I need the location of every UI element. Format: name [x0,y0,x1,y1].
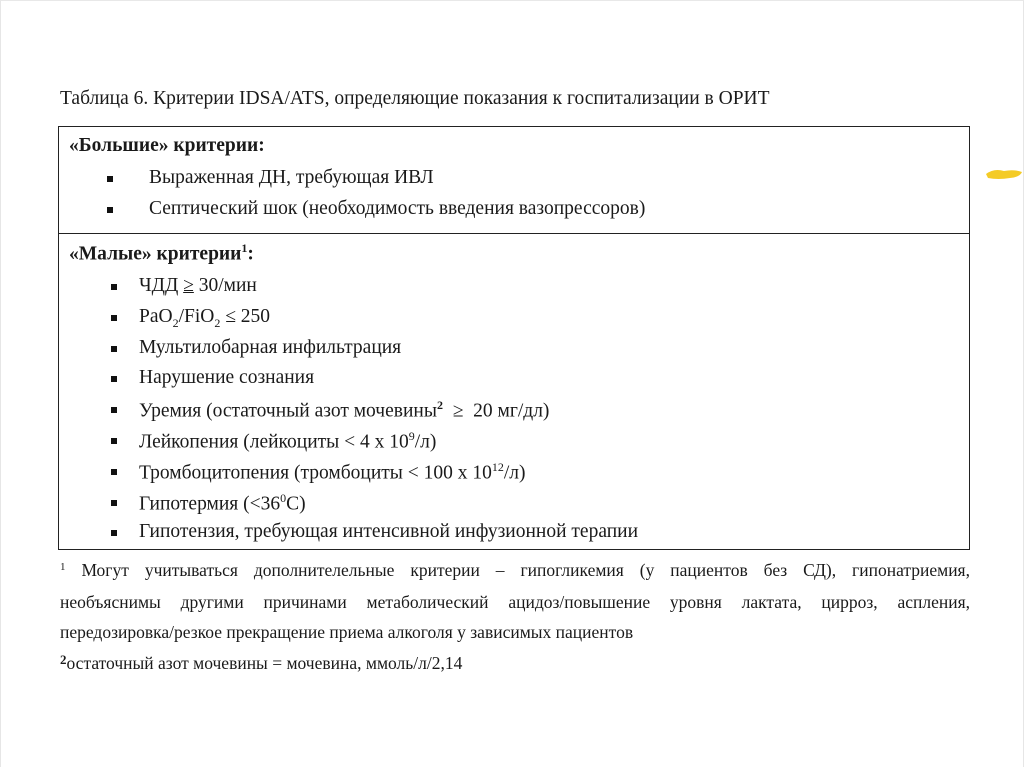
criteria-text-part: Мультилобарная инфильтрация [139,336,402,358]
highlighter-mark-icon [984,166,1024,182]
criteria-text-part: ≥ 20 мг/дл) [442,400,550,422]
criteria-text-part: 12 [491,459,504,474]
criteria-table [58,126,970,550]
square-bullet-icon [111,376,117,382]
table-caption: Таблица 6. Критерии IDSA/ATS, определяющие показания к госпитализации в ОРИТ [60,88,770,109]
minor-criteria-item-text [139,367,314,389]
footnote-1-line-3: передозировка/резкое прекращение приема алкоголя у зависимых пациентов [60,622,634,642]
minor-criteria-item-text [139,460,526,485]
minor-criteria-heading [69,241,254,266]
minor-criteria-item-text [139,337,401,359]
footnote-2-text: остаточный азот мочевины = мочевина, ммоль/л/2,14 [66,653,463,673]
minor-criteria-item-text [139,306,270,331]
minor-criteria-section [59,235,969,549]
criteria-text-part: Тромбоцитопения (тромбоциты < 100 х 10 [139,462,492,484]
criteria-text-part: 9 [408,429,415,443]
square-bullet-icon [111,346,117,352]
criteria-text-part: 0 [280,490,287,505]
minor-criteria-item-text [139,521,638,543]
minor-criteria-item-text [139,275,257,297]
footnote-1-line-2: необъяснимы другими причинами метаболический ацидоз/повышение уровня лактата, цирроз, аспления, [60,592,970,612]
criteria-text-part: Гипотермия (<36 [139,493,281,515]
major-criteria-item-text: Септический шок (необходимость введения вазопрессоров) [149,198,646,219]
criteria-text-part: 2 [172,315,179,330]
footnote-2 [60,652,462,674]
square-bullet-icon [111,284,117,290]
minor-criteria-item-text [139,429,436,454]
major-criteria-item-text: Выраженная ДН, требующая ИВЛ [149,167,434,188]
square-bullet-icon [111,469,117,475]
minor-criteria-footnote-ref: 1 [241,241,248,255]
criteria-text-part: /FiO [178,305,215,327]
criteria-text-part: /л) [414,431,437,453]
square-bullet-icon [107,207,113,213]
square-bullet-icon [111,315,117,321]
criteria-text-part: Уремия (остаточный азот мочевины [139,400,437,422]
major-criteria-heading: «Большие» критерии: [69,135,265,156]
major-criteria-section [59,127,969,234]
square-bullet-icon [111,438,117,444]
footnote-1-text-1: Могут учитываться дополнителельные критерии – гипогликемия (у пациентов без СД), гипонатриемия, [81,560,970,580]
criteria-text-part: PaO [139,305,173,327]
square-bullet-icon [111,530,117,536]
criteria-text-part: 2 [436,398,443,413]
criteria-text-part: ЧДД [139,275,184,296]
criteria-text-part: 30/мин [193,275,257,296]
criteria-text-part: Гипотензия, требующая интенсивной инфузионной терапии [139,521,639,543]
footnote-1-line-1 [60,560,970,581]
square-bullet-icon [111,407,117,413]
footnote-2-number: 2 [60,652,67,667]
criteria-text-part: Лейкопения (лейкоциты < 4 х 10 [139,431,409,453]
criteria-text-part: С) [286,493,306,515]
criteria-text-part: /л) [503,462,526,484]
criteria-text-part: ≤ 250 [220,305,271,327]
minor-criteria-heading-colon: : [247,243,254,265]
criteria-text-part: 2 [214,315,221,330]
square-bullet-icon [111,500,117,506]
minor-criteria-item-text [139,398,549,423]
minor-criteria-heading-text: «Малые» критерии [69,243,242,265]
criteria-text-part: ≥ [183,275,194,296]
footnote-1-number: 1 [60,561,66,573]
criteria-text-part: Нарушение сознания [139,367,315,389]
minor-criteria-item-text [139,491,306,516]
square-bullet-icon [107,176,113,182]
